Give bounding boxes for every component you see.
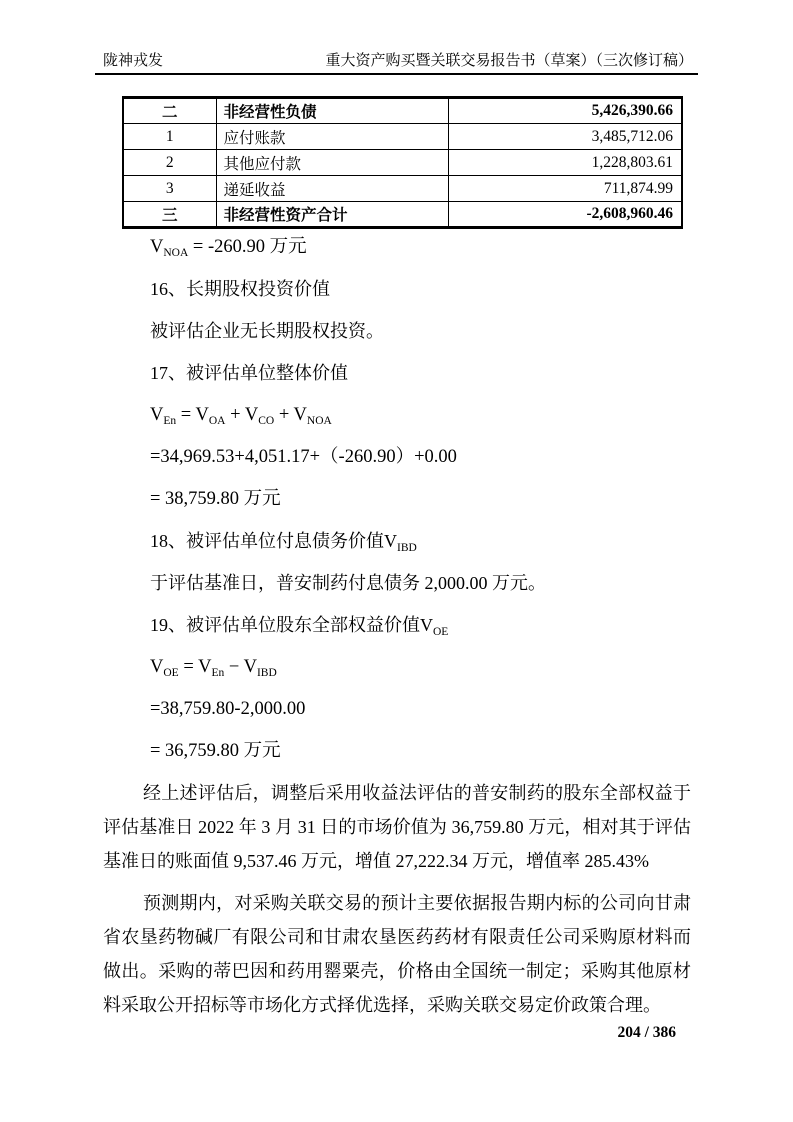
item-name-cell: 非经营性资产合计: [216, 202, 448, 228]
formula-ven-result: = 38,759.80 万元: [150, 489, 281, 509]
formula-text: + V: [274, 405, 307, 425]
formula-text: V: [150, 405, 164, 425]
formula-voe: [103, 650, 691, 684]
formula-subscript: NOA: [306, 415, 332, 427]
formula-subscript: OA: [208, 415, 226, 427]
formula-vnoa: [103, 230, 691, 264]
table-row: [123, 98, 682, 124]
formula-subscript: CO: [258, 415, 275, 427]
amount-cell: -2,608,960.46: [448, 202, 682, 228]
amount-cell: 1,228,803.61: [448, 150, 682, 176]
formula-voe-calculation: =38,759.80-2,000.00: [150, 699, 306, 719]
formula-subscript: En: [211, 667, 225, 679]
conclusion-paragraph: 经上述评估后，调整后采用收益法评估的普安制药的股东全部权益于评估基准日 2022 年 3 月 31 日的市场价值为 36,759.80 万元，相对其于评估基准日的账面值 9,537.46 万元，增值 27,222.34 万元，增值率 285.43%: [103, 783, 691, 871]
section-heading-18: [103, 524, 691, 558]
row-index-cell: 二: [123, 98, 216, 124]
row-index-cell: 2: [123, 150, 216, 176]
table-row: [123, 202, 682, 228]
item-name-cell: 递延收益: [216, 176, 448, 202]
amount-cell: 711,874.99: [448, 176, 682, 202]
formula-text: V: [150, 237, 164, 257]
table-row: [123, 150, 682, 176]
formula-ven: [103, 398, 691, 432]
amount-cell: 3,485,712.06: [448, 124, 682, 150]
item-name-cell: 非经营性负债: [216, 98, 448, 124]
formula-text: V: [150, 657, 164, 677]
forecast-paragraph: 预测期内，对采购关联交易的预计主要依据报告期内标的公司向甘肃省农垦药物碱厂有限公司和甘肃农垦医药药材有限责任公司采购原材料而做出。采购的蒂巴因和药用罂粟壳，价格由全国统一制定；采购其他原材料采取公开招标等市场化方式择优选择，采购关联交易定价政策合理。: [103, 893, 691, 1015]
amount-cell: 5,426,390.66: [448, 98, 682, 124]
heading-text: 19、被评估单位股东全部权益价值V: [150, 615, 433, 635]
table-row: [123, 124, 682, 150]
formula-subscript: OE: [163, 667, 179, 679]
valuation-table: [122, 96, 683, 229]
formula-text: + V: [225, 405, 259, 425]
header-report-title: 重大资产购买暨关联交易报告书（草案）（三次修订稿）: [325, 53, 693, 69]
item-name-cell: 其他应付款: [216, 150, 448, 176]
section-heading-16: 16、长期股权投资价值: [150, 279, 330, 299]
heading-text: 18、被评估单位付息债务价值V: [150, 531, 397, 551]
formula-subscript: IBD: [256, 667, 277, 679]
formula-subscript: En: [163, 415, 177, 427]
formula-ven-calculation: =34,969.53+4,051.17+（-260.90）+0.00: [150, 447, 457, 467]
table-row: [123, 176, 682, 202]
formula-text: = -260.90 万元: [188, 237, 307, 257]
formula-text: − V: [224, 657, 257, 677]
item-name-cell: 应付账款: [216, 124, 448, 150]
paragraph-16: 被评估企业无长期股权投资。: [150, 321, 384, 341]
document-body: [103, 230, 691, 1030]
header-company-name: 陇神戎发: [103, 53, 164, 69]
row-index-cell: 三: [123, 202, 216, 228]
formula-voe-result: = 36,759.80 万元: [150, 741, 281, 761]
formula-subscript: OE: [433, 626, 449, 638]
row-index-cell: 1: [123, 124, 216, 150]
row-index-cell: 3: [123, 176, 216, 202]
formula-text: = V: [176, 405, 209, 425]
section-heading-19: [103, 608, 691, 642]
formula-subscript: IBD: [397, 542, 417, 554]
page-header: [95, 52, 698, 75]
paragraph-18: 于评估基准日，普安制药付息债务 2,000.00 万元。: [150, 573, 546, 593]
formula-subscript: NOA: [163, 247, 189, 259]
page-number: 204 / 386: [617, 1024, 676, 1041]
formula-text: = V: [178, 657, 212, 677]
section-heading-17: 17、被评估单位整体价值: [150, 363, 348, 383]
valuation-table-body: [123, 98, 682, 228]
